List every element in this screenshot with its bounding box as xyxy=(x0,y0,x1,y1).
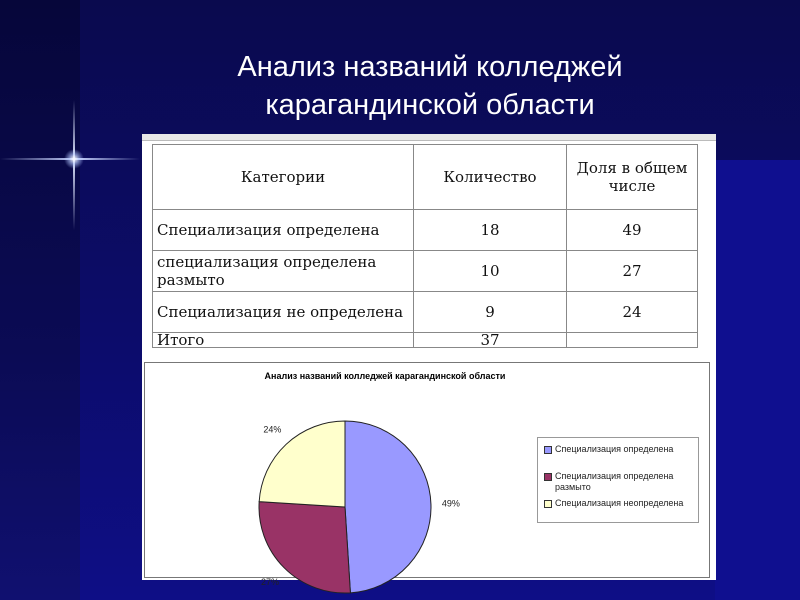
pie-label-specified: 49% xyxy=(441,498,460,509)
legend-swatch xyxy=(544,446,552,454)
cell-share: 27 xyxy=(567,251,698,292)
light-flare-core xyxy=(64,149,84,169)
background-right-band xyxy=(715,160,800,600)
slide-content-panel xyxy=(142,134,716,587)
background-left-panel xyxy=(0,0,80,600)
table-total-row xyxy=(153,333,698,348)
chart-title: Анализ названий колледжей карагандинской области xyxy=(264,371,506,381)
table-row xyxy=(153,210,698,251)
header-count: Количество xyxy=(414,145,567,210)
legend-label: Специализация определена размыто xyxy=(555,471,674,492)
cell-share: 49 xyxy=(567,210,698,251)
legend-swatch xyxy=(544,473,552,481)
table-row xyxy=(153,251,698,292)
slide-title xyxy=(150,48,710,124)
legend-swatch xyxy=(544,500,552,508)
cell-count: 9 xyxy=(414,292,567,333)
pie-label-unspecified: 24% xyxy=(263,424,282,435)
header-share: Доля в общем числе xyxy=(567,145,698,210)
table-header-row xyxy=(153,145,698,210)
pie-chart xyxy=(144,362,710,587)
chart-legend xyxy=(537,437,699,523)
legend-label: Специализация определена xyxy=(555,444,674,454)
total-count: 37 xyxy=(414,333,567,348)
cell-category: специализация определена размыто xyxy=(153,251,414,292)
cell-count: 18 xyxy=(414,210,567,251)
stats-table xyxy=(152,144,698,348)
table-row xyxy=(153,292,698,333)
cell-category: Специализация не определена xyxy=(153,292,414,333)
header-category: Категории xyxy=(153,145,414,210)
cell-share: 24 xyxy=(567,292,698,333)
pie-label-blurred: 27% xyxy=(260,577,280,587)
slide-title-line2: карагандинской области xyxy=(265,89,595,121)
legend-label: Специализация неопределена xyxy=(555,498,684,508)
cell-category: Специализация определена xyxy=(153,210,414,251)
total-label: Итого xyxy=(153,333,414,348)
total-share xyxy=(567,333,698,348)
cell-count: 10 xyxy=(414,251,567,292)
slide-title-line1: Анализ названий колледжей xyxy=(237,51,623,83)
ruler-strip xyxy=(142,134,716,141)
pie-slice-specified xyxy=(345,421,431,593)
